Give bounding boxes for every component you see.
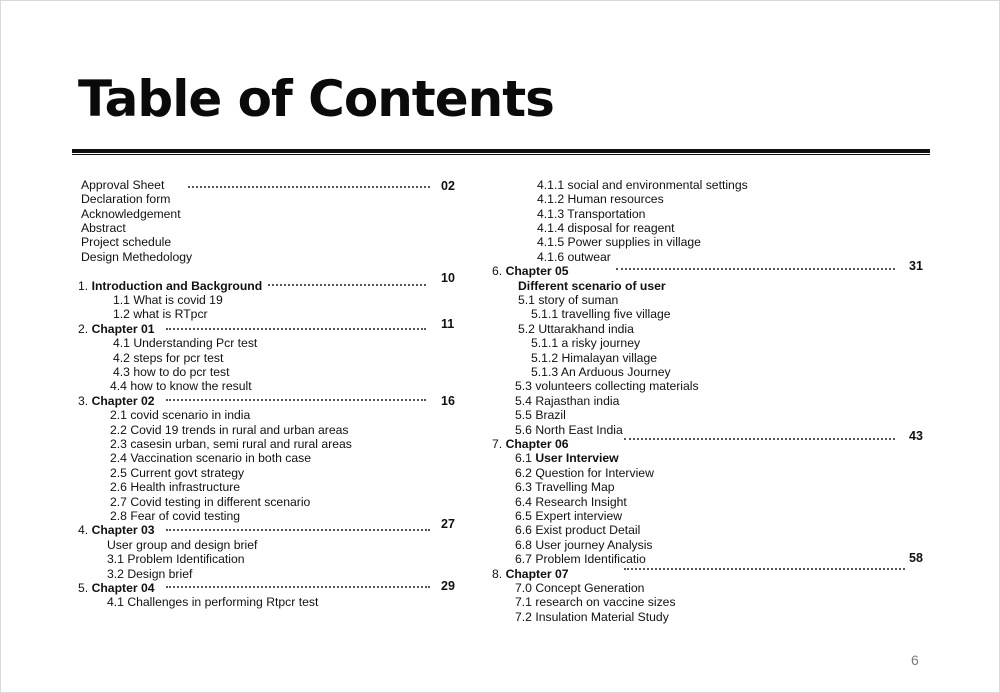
toc-entry-text: 1.1 What is covid 19 bbox=[113, 293, 223, 307]
toc-entry-text: 6.2 Question for Interview bbox=[515, 466, 654, 480]
toc-entry-text: 4.1.1 social and environmental settings bbox=[537, 178, 748, 192]
toc-entry-number: 7. bbox=[492, 437, 506, 451]
toc-entry-text: 6.3 Travelling Map bbox=[515, 480, 615, 494]
toc-entry bbox=[515, 523, 640, 538]
toc-entry bbox=[515, 408, 566, 423]
toc-entry-text: 3.2 Design brief bbox=[107, 567, 193, 581]
toc-entry-text: 2.4 Vaccination scenario in both case bbox=[110, 451, 311, 465]
toc-entry-text: Chapter 05 bbox=[505, 264, 569, 278]
toc-page-number: 10 bbox=[441, 271, 455, 285]
toc-entry bbox=[518, 322, 634, 337]
toc-entry-text: 4.1.3 Transportation bbox=[537, 207, 646, 221]
toc-entry bbox=[515, 610, 669, 625]
toc-entry-text: 3.1 Problem Identification bbox=[107, 552, 245, 566]
toc-entry-text: Chapter 01 bbox=[91, 322, 155, 336]
toc-entry-text: 4.1.6 outwear bbox=[537, 250, 611, 264]
toc-entry-text: Different scenario of user bbox=[518, 279, 666, 293]
toc-page-number: 31 bbox=[909, 259, 923, 273]
toc-entry-text: Chapter 07 bbox=[505, 567, 569, 581]
toc-entry bbox=[518, 293, 618, 308]
toc-entry-text: 4.1.4 disposal for reagent bbox=[537, 221, 675, 235]
toc-entry-text: Chapter 06 bbox=[505, 437, 569, 451]
toc-entry bbox=[515, 538, 653, 553]
toc-entry-text: User Interview bbox=[535, 451, 619, 465]
toc-entry-text: Introduction and Background bbox=[91, 279, 263, 293]
toc-entry-text: 4.4 how to know the result bbox=[110, 379, 252, 393]
toc-entry-text: 2.2 Covid 19 trends in rural and urban areas bbox=[110, 423, 349, 437]
toc-entry-number: 4. bbox=[78, 523, 92, 537]
toc-entry-text: Abstract bbox=[81, 221, 126, 235]
toc-entry bbox=[492, 264, 569, 279]
toc-entry-number: 6. bbox=[492, 264, 506, 278]
toc-entry-text: 4.1.2 Human resources bbox=[537, 192, 664, 206]
toc-entry bbox=[537, 235, 701, 250]
toc-entry-text: 4.3 how to do pcr test bbox=[113, 365, 230, 379]
toc-entry bbox=[492, 567, 569, 582]
toc-entry-text: 4.1 Challenges in performing Rtpcr test bbox=[107, 595, 319, 609]
toc-entry-text: 6.5 Expert interview bbox=[515, 509, 623, 523]
toc-entry bbox=[515, 394, 619, 409]
toc-entry-text: 2.1 covid scenario in india bbox=[110, 408, 251, 422]
toc-entry-number: 8. bbox=[492, 567, 506, 581]
toc-entry-text: Declaration form bbox=[81, 192, 171, 206]
toc-entry bbox=[515, 451, 619, 466]
title-rule-thin bbox=[72, 154, 930, 155]
toc-entry-text: 5.1 story of suman bbox=[518, 293, 619, 307]
toc-entry-text: 4.2 steps for pcr test bbox=[113, 351, 224, 365]
toc-entry-number: 2. bbox=[78, 322, 92, 336]
toc-entry bbox=[515, 466, 654, 481]
toc-entry-text: 2.7 Covid testing in different scenario bbox=[110, 495, 311, 509]
toc-page-number: 43 bbox=[909, 429, 923, 443]
toc-entry-text: 5.4 Rajasthan india bbox=[515, 394, 620, 408]
toc-entry-text: 4.1 Understanding Pcr test bbox=[113, 336, 258, 350]
toc-entry-text: 2.5 Current govt strategy bbox=[110, 466, 245, 480]
toc-entry-text: 7.1 research on vaccine sizes bbox=[515, 595, 676, 609]
toc-entry-text: 5.2 Uttarakhand india bbox=[518, 322, 634, 336]
toc-entry bbox=[515, 495, 627, 510]
toc-entry-number: 1. bbox=[78, 279, 92, 293]
toc-entry bbox=[537, 192, 664, 207]
toc-entry-text: 2.6 Health infrastructure bbox=[110, 480, 241, 494]
toc-entry bbox=[515, 595, 676, 610]
toc-entry-text: 6.8 User journey Analysis bbox=[515, 538, 653, 552]
toc-entry-text: Project schedule bbox=[81, 235, 172, 249]
toc-entry bbox=[531, 351, 657, 366]
toc-entry bbox=[515, 480, 615, 495]
toc-entry bbox=[537, 178, 748, 193]
toc-entry-text: 5.5 Brazil bbox=[515, 408, 566, 422]
toc-entry-text: 5.1.3 An Arduous Journey bbox=[531, 365, 671, 379]
toc-entry-text: 5.1.1 a risky journey bbox=[531, 336, 641, 350]
toc-page-number: 29 bbox=[441, 579, 455, 593]
toc-entry bbox=[531, 336, 640, 351]
toc-entry bbox=[515, 423, 623, 438]
toc-entry bbox=[531, 307, 671, 322]
toc-page-number: 11 bbox=[441, 317, 455, 331]
toc-dot-leader bbox=[624, 438, 895, 440]
title-rule-thick bbox=[72, 149, 930, 153]
toc-entry-text: 2.3 casesin urban, semi rural and rural areas bbox=[110, 437, 352, 451]
toc-entry-text: 6.4 Research Insight bbox=[515, 495, 627, 509]
toc-entry-text: 5.3 volunteers collecting materials bbox=[515, 379, 699, 393]
toc-page-number: 27 bbox=[441, 517, 455, 531]
page-number: 6 bbox=[911, 652, 919, 668]
toc-dot-leader bbox=[624, 568, 905, 570]
toc-entry-text: Design Methedology bbox=[81, 250, 193, 264]
toc-entry-text: Chapter 03 bbox=[91, 523, 155, 537]
toc-entry-text: 1.2 what is RTpcr bbox=[113, 307, 208, 321]
toc-entry-text: 7.2 Insulation Material Study bbox=[515, 610, 669, 624]
toc-entry-text: 6.7 Problem Identificatio bbox=[515, 552, 646, 566]
toc-entry bbox=[515, 581, 644, 596]
toc-page-number: 02 bbox=[441, 179, 455, 193]
toc-entry bbox=[537, 221, 675, 236]
toc-entry-text: Chapter 02 bbox=[91, 394, 155, 408]
toc-entry-text: Chapter 04 bbox=[91, 581, 155, 595]
toc-entry-text: Approval Sheet bbox=[81, 178, 165, 192]
toc-entry-text: Acknowledgement bbox=[81, 207, 181, 221]
toc-page-number: 58 bbox=[909, 551, 923, 565]
toc-entry-text: 7.0 Concept Generation bbox=[515, 581, 645, 595]
toc-entry bbox=[515, 509, 622, 524]
toc-entry bbox=[537, 207, 645, 222]
toc-right-column bbox=[0, 177, 940, 627]
toc-entry bbox=[515, 379, 699, 394]
toc-entry-text: 6.6 Exist product Detail bbox=[515, 523, 641, 537]
toc-entry bbox=[492, 437, 569, 452]
toc-page-number: 16 bbox=[441, 394, 455, 408]
toc-entry-text: 5.1.2 Himalayan village bbox=[531, 351, 658, 365]
toc-entry-text: 5.6 North East India bbox=[515, 423, 623, 437]
toc-entry bbox=[515, 552, 646, 567]
toc-entry-number: 6.1 bbox=[515, 451, 536, 465]
toc-dot-leader bbox=[616, 268, 895, 270]
toc-entry bbox=[531, 365, 671, 380]
toc-entry-number: 3. bbox=[78, 394, 92, 408]
toc-entry-text: 5.1.1 travelling five village bbox=[531, 307, 671, 321]
toc-entry-text: 4.1.5 Power supplies in village bbox=[537, 235, 701, 249]
toc-entry-number: 5. bbox=[78, 581, 92, 595]
toc-entry bbox=[537, 250, 611, 265]
toc-entry-text: User group and design brief bbox=[107, 538, 258, 552]
toc-entry-text: 2.8 Fear of covid testing bbox=[110, 509, 241, 523]
toc-entry bbox=[518, 279, 666, 294]
page-title: Table of Contents bbox=[78, 70, 554, 128]
